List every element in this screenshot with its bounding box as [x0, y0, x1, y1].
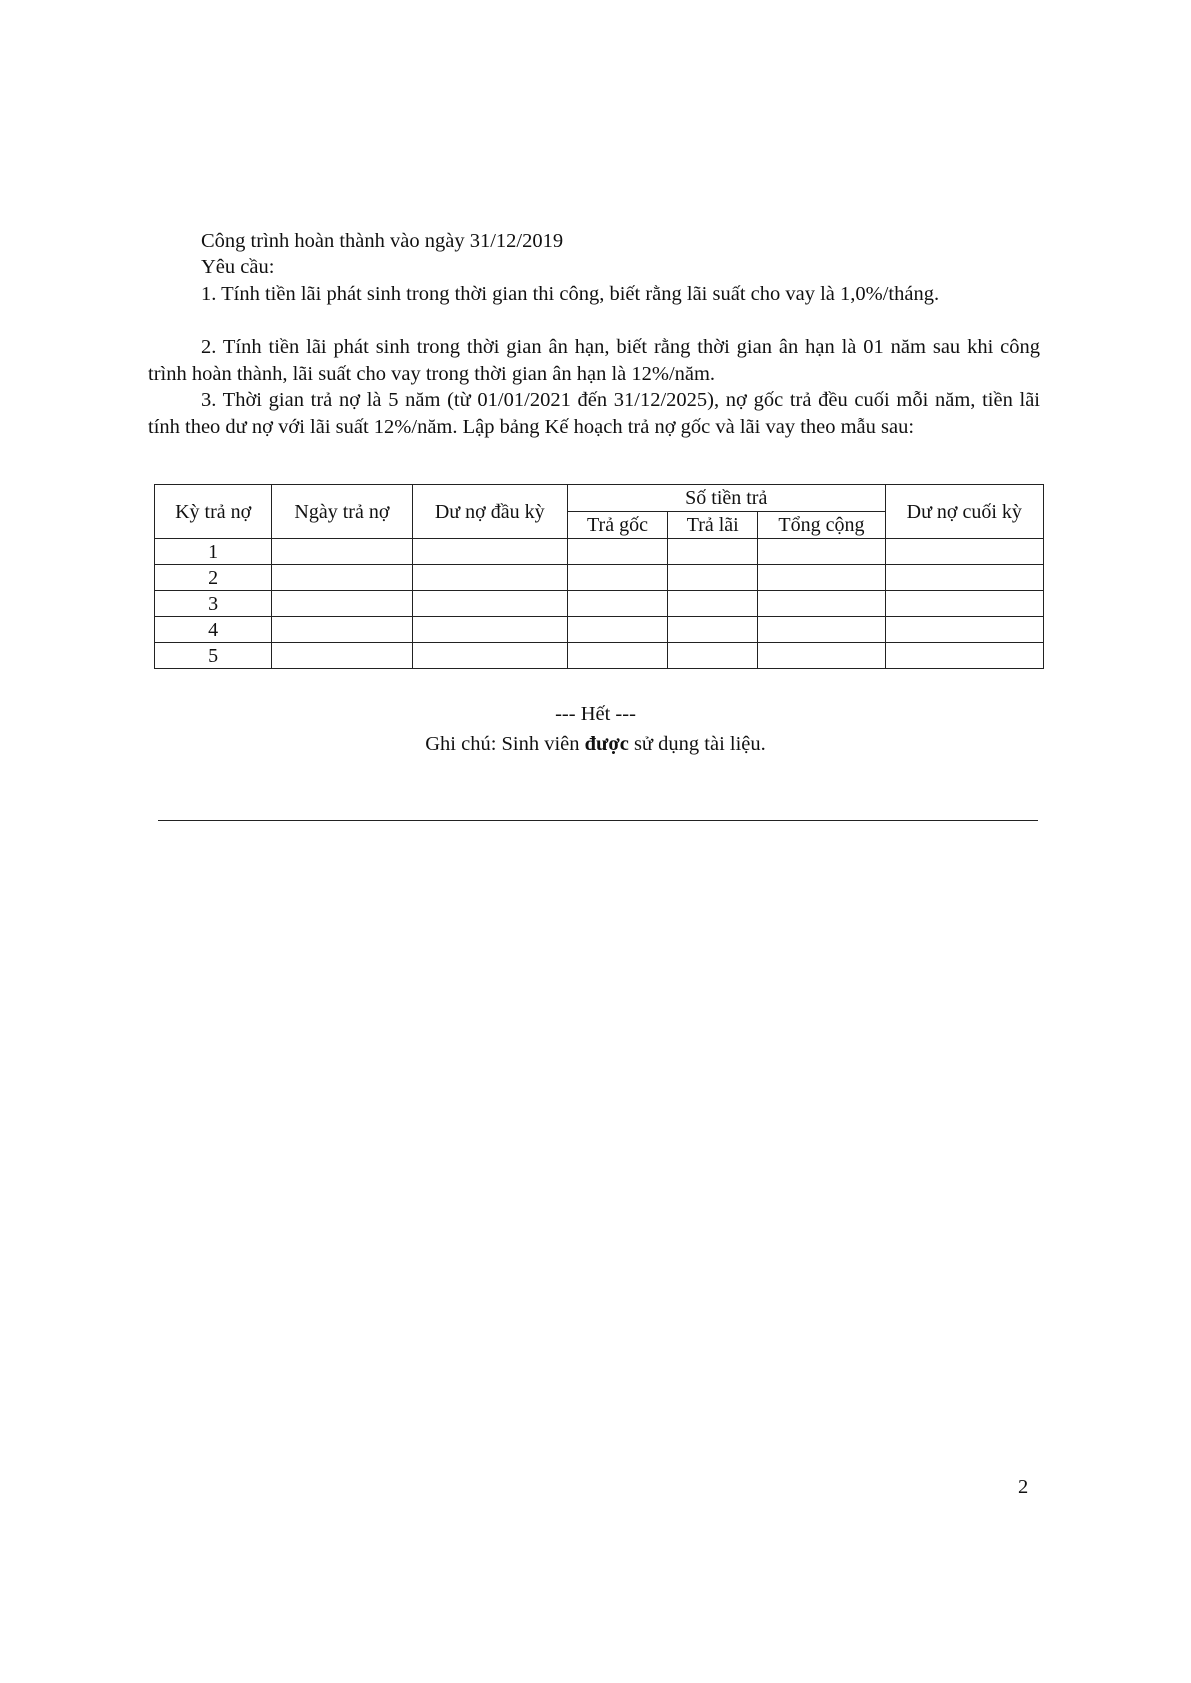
empty-cell [668, 617, 758, 643]
completion-line: Công trình hoàn thành vào ngày 31/12/2019 [201, 230, 564, 252]
header-period: Kỳ trả nợ [155, 485, 272, 539]
empty-cell [412, 565, 567, 591]
empty-cell [272, 591, 412, 617]
header-opening-balance: Dư nợ đầu kỳ [412, 485, 567, 539]
requirement-3: 3. Thời gian trả nợ là 5 năm (từ 01/01/2021 đến 31/12/2025), nợ gốc trả đều cuối mỗi năm, tiền lãi tính theo dư nợ với lãi suất 12%/năm. Lập bảng Kế hoạch trả nợ gốc và lãi vay theo mẫu sau: [148, 389, 1040, 438]
note-bold: được [584, 733, 629, 755]
empty-cell [885, 617, 1043, 643]
empty-cell [668, 539, 758, 565]
period-cell: 3 [155, 591, 272, 617]
requirements-label: Yêu cầu: [201, 256, 275, 278]
header-total: Tổng cộng [758, 512, 885, 539]
empty-cell [758, 565, 885, 591]
table-row [155, 565, 1044, 591]
period-cell: 5 [155, 643, 272, 669]
empty-cell [272, 617, 412, 643]
period-cell: 2 [155, 565, 272, 591]
header-payment-group: Số tiền trả [567, 485, 885, 512]
empty-cell [567, 617, 667, 643]
empty-cell [567, 539, 667, 565]
table-row [155, 539, 1044, 565]
empty-cell [567, 591, 667, 617]
note [0, 733, 1191, 756]
table-row [155, 617, 1044, 643]
empty-cell [885, 565, 1043, 591]
empty-cell [567, 565, 667, 591]
empty-cell [758, 591, 885, 617]
empty-cell [885, 643, 1043, 669]
header-closing-balance: Dư nợ cuối kỳ [885, 485, 1043, 539]
requirement-1: 1. Tính tiền lãi phát sinh trong thời gian thi công, biết rằng lãi suất cho vay là 1,0%/tháng. [201, 283, 940, 305]
divider-line [158, 820, 1038, 821]
empty-cell [668, 591, 758, 617]
period-cell: 1 [155, 539, 272, 565]
header-date: Ngày trả nợ [272, 485, 412, 539]
empty-cell [758, 643, 885, 669]
empty-cell [272, 643, 412, 669]
empty-cell [272, 565, 412, 591]
empty-cell [412, 539, 567, 565]
note-prefix: Ghi chú: Sinh viên [425, 733, 585, 755]
empty-cell [412, 643, 567, 669]
table-row [155, 643, 1044, 669]
requirement-2: 2. Tính tiền lãi phát sinh trong thời gian ân hạn, biết rằng thời gian ân hạn là 01 năm sau khi công trình hoàn thành, lãi suất cho vay trong thời gian ân hạn là 12%/năm. [148, 336, 1040, 385]
header-interest: Trả lãi [668, 512, 758, 539]
empty-cell [567, 643, 667, 669]
empty-cell [758, 539, 885, 565]
repayment-table [154, 484, 1044, 669]
empty-cell [668, 643, 758, 669]
empty-cell [885, 539, 1043, 565]
end-mark: --- Hết --- [555, 703, 636, 725]
empty-cell [668, 565, 758, 591]
empty-cell [758, 617, 885, 643]
period-cell: 4 [155, 617, 272, 643]
empty-cell [272, 539, 412, 565]
header-principal: Trả gốc [567, 512, 667, 539]
note-suffix: sử dụng tài liệu. [628, 733, 766, 755]
page-number: 2 [1018, 1476, 1029, 1498]
empty-cell [412, 617, 567, 643]
table-row [155, 591, 1044, 617]
empty-cell [412, 591, 567, 617]
empty-cell [885, 591, 1043, 617]
